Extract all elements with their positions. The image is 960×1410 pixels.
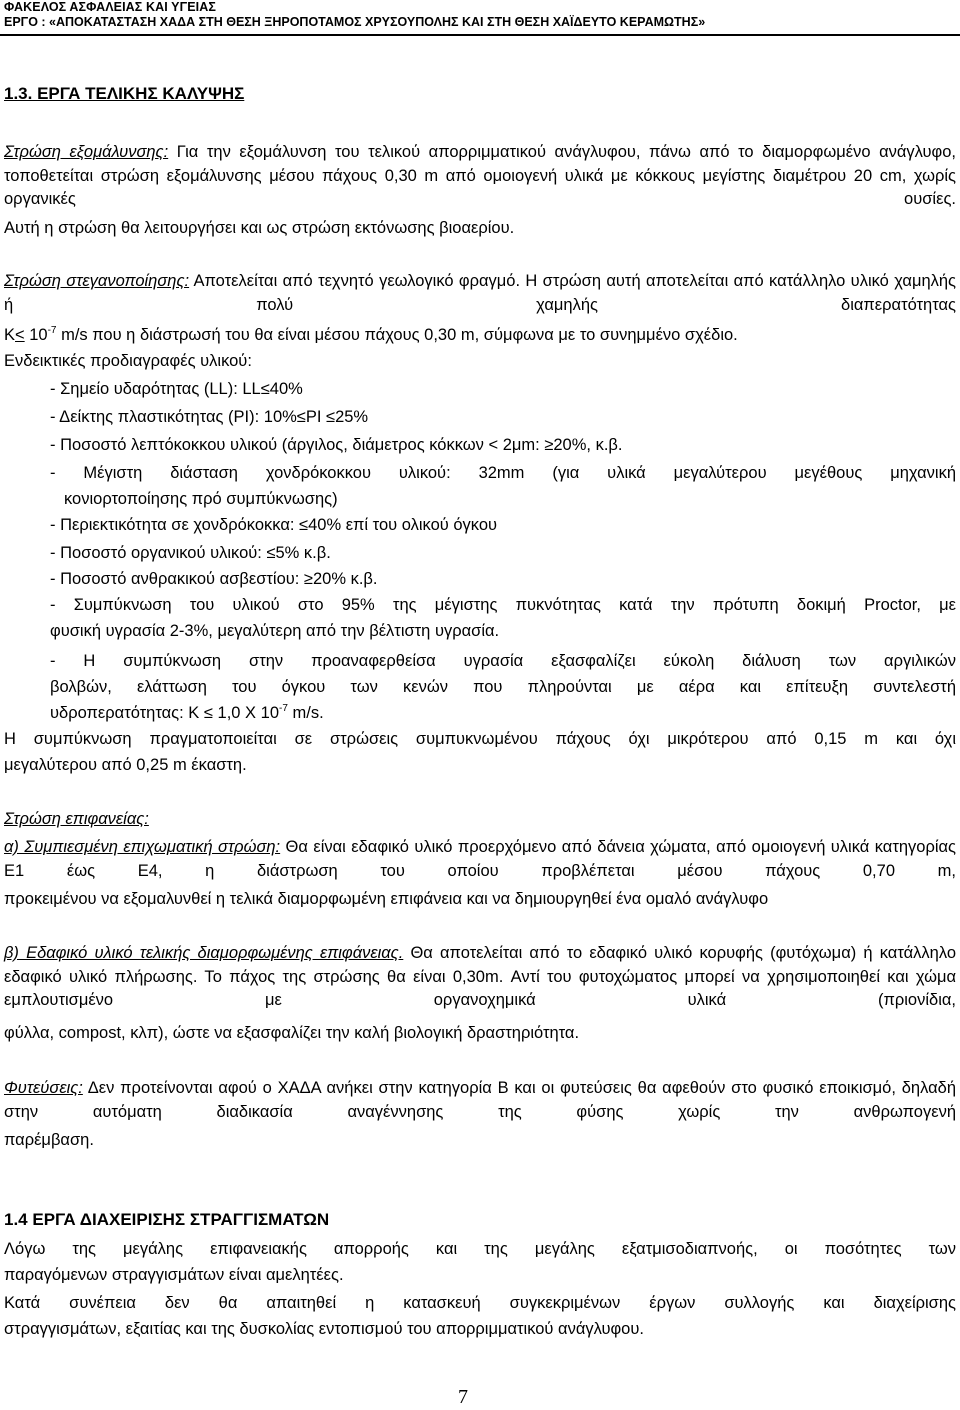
surface-b-text-last: φύλλα, compost, κλπ), ώστε να εξασφαλίζει την καλή βιολογική δραστηριότητα. <box>4 1024 580 1042</box>
spec-item: - Δείκτης πλαστικότητας (PI): 10%≤PI ≤25% <box>50 408 369 426</box>
surface-a-label: α) Συμπιεσμένη επιχωματική στρώση: <box>4 838 281 856</box>
surface-b-label: β) Εδαφικό υλικό τελικής διαμορφωμένης επιφάνειας. <box>4 944 404 962</box>
spec-item: βολβών, ελάττωση του όγκου των κενών που πληρούνται με αέρα και επίτευξη συντελεστή <box>50 678 956 696</box>
section-heading-1-3: 1.3. ΕΡΓΑ ΤΕΛΙΚΗΣ ΚΑΛΥΨΗΣ <box>4 84 245 103</box>
running-header-project: ΕΡΓΟ : «ΑΠΟΚΑΤΑΣΤΑΣΗ ΧΑΔΑ ΣΤΗ ΘΕΣΗ ΞΗΡΟΠΟΤΑΜΟΣ ΧΡΥΣΟΥΠΟΛΗΣ ΚΑΙ ΣΤΗ ΘΕΣΗ ΧΑΪΔΕΥΤΟ ΚΕΡΑΜΩΤΗΣ» <box>4 15 706 29</box>
leachate-paragraph-1: Λόγω της μεγάλης επιφανειακής απορροής και της μεγάλης εξατμισοδιαπνοής, οι ποσότητες των <box>4 1240 956 1258</box>
spec-item: κονιορτοποίησης πρό συμπύκνωσης) <box>64 490 338 508</box>
sealing-label: Στρώση στεγανοποίησης: <box>4 272 190 290</box>
spec-item: - Ποσοστό λεπτόκοκκου υλικού (άργιλος, διάμετρος κόκκων < 2μm: ≥20%, κ.β. <box>50 436 623 454</box>
page-number: 7 <box>458 1386 468 1408</box>
header-rule <box>0 34 960 36</box>
levelling-text-2: Αυτή η στρώση θα λειτουργήσει και ως στρώση εκτόνωσης βιοαερίου. <box>4 219 515 237</box>
plantings-text-last: παρέμβαση. <box>4 1131 94 1149</box>
compaction-line-1: Η συμπύκνωση πραγματοποιείται σε στρώσεις συμπυκνωμένου πάχους όχι μικρότερου από 0,15 m και όχι <box>4 730 956 748</box>
levelling-label: Στρώση εξομάλυνσης: <box>4 143 169 161</box>
leachate-paragraph-2-last: στραγγισμάτων, εξαιτίας και της δυσκολίας εντοπισμού του απορριμματικού ανάγλυφου. <box>4 1320 644 1338</box>
spec-item: υδροπερατότητας: Κ ≤ 1,0 Χ $10^{-7}$ m/s. <box>50 702 324 722</box>
spec-item: - Περιεκτικότητα σε χονδρόκοκκα: ≤40% επί του ολικού όγκου <box>50 516 498 534</box>
sealing-text: Αποτελείται από τεχνητό γεωλογικό φραγμό. Η στρώση αυτή αποτελείται από κατάλληλο υλικό χαμηλής ή πολύ χαμηλής διαπερατότητας <box>4 272 957 314</box>
section-heading-1-4: 1.4 ΕΡΓΑ ΔΙΑΧΕΙΡΙΣΗΣ ΣΤΡΑΓΓΙΣΜΑΤΩΝ <box>4 1210 330 1229</box>
surface-a-text-last: προκειμένου να εξομαλυνθεί η τελικά διαμορφωμένη επιφάνεια και να δημιουργηθεί ένα ομαλό ανάγλυφο <box>4 890 769 908</box>
surface-label: Στρώση επιφανείας: <box>4 810 149 828</box>
spec-item: - Μέγιστη διάσταση χονδρόκοκκου υλικού: 32mm (για υλικά μεγαλύτερου μεγέθους μηχανική <box>50 464 956 482</box>
levelling-text: Για την εξομάλυνση του τελικού απορριμματικού ανάγλυφου, πάνω από το διαμορφωμένο ανάγλυφο, τοποθετείται στρώση εξομάλυνσης μέσου πάχους 0,30 m από ομοιογενή υλικά με κόκκους μεγίστης διαμέτρου 20 cm, χωρίς οργανικές ουσίες. <box>4 143 956 208</box>
spec-item: - Συμπύκνωση του υλικού στο 95% της μέγιστης πυκνότητας κατά την πρότυπη δοκιμή Proctor, με <box>50 596 956 614</box>
plantings-paragraph <box>4 1077 956 1148</box>
specs-title: Ενδεικτικές προδιαγραφές υλικού: <box>4 352 252 370</box>
surface-a-text: Θα είναι εδαφικό υλικό προερχόμενο από δάνεια χώματα, από ομοιογενή υλικά κατηγορίας Ε1 έως Ε4, η διάστρωση του οποίου προβλέπεται μέσου πάχους 0,70 m, <box>4 838 956 880</box>
permeability-line: $K< 10^{-7}$ m/s που η διάστρωσή του θα είναι μέσου πάχους 0,30 m, σύμφωνα με το συνημμένο σχέδιο. <box>4 324 738 344</box>
spec-item: - Η συμπύκνωση στην προαναφερθείσα υγρασία εξασφαλίζει εύκολη διάλυση των αργιλικών <box>50 652 956 670</box>
spec-item: - Ποσοστό οργανικού υλικού: ≤5% κ.β. <box>50 544 331 562</box>
compaction-line-2: μεγαλύτερου από 0,25 m έκαστη. <box>4 756 247 774</box>
leachate-paragraph-1-last: παραγόμενων στραγγισμάτων είναι αμελητέες. <box>4 1266 344 1284</box>
surface-b-text: Θα αποτελείται από το εδαφικό υλικό κορυφής (φυτόχωμα) ή κατάλληλο εδαφικό υλικό πλήρωσης. Το πάχος της στρώσης θα είναι 0,30m. Αντί του φυτοχώματος μπορεί να χρησιμοποιηθεί και χώμα εμπλουτισμένο με οργανοχημικά υλικά (πριονίδια, <box>4 944 956 1009</box>
running-header-title: ΦΑΚΕΛΟΣ ΑΣΦΑΛΕΙΑΣ ΚΑΙ ΥΓΕΙΑΣ <box>4 0 216 14</box>
spec-item: φυσική υγρασία 2-3%, μεγαλύτερη από την βέλτιστη υγρασία. <box>50 622 500 640</box>
leachate-paragraph-2: Κατά συνέπεια δεν θα απαιτηθεί η κατασκευή συγκεκριμένων έργων συλλογής και διαχείρισης <box>4 1294 956 1312</box>
spec-item: - Ποσοστό ανθρακικού ασβεστίου: ≥20% κ.β. <box>50 570 378 588</box>
spec-item: - Σημείο υδαρότητας (LL): LL≤40% <box>50 380 303 398</box>
plantings-label: Φυτεύσεις: <box>4 1079 83 1097</box>
plantings-text: Δεν προτείνονται αφού ο ΧΑΔΑ ανήκει στην κατηγορία Β και οι φυτεύσεις θα αφεθούν στο φυσικό εποικισμό, δηλαδή στην αυτόματη διαδικασία αναγέννησης της φύσης χωρίς την ανθρωπογενή <box>4 1079 956 1121</box>
